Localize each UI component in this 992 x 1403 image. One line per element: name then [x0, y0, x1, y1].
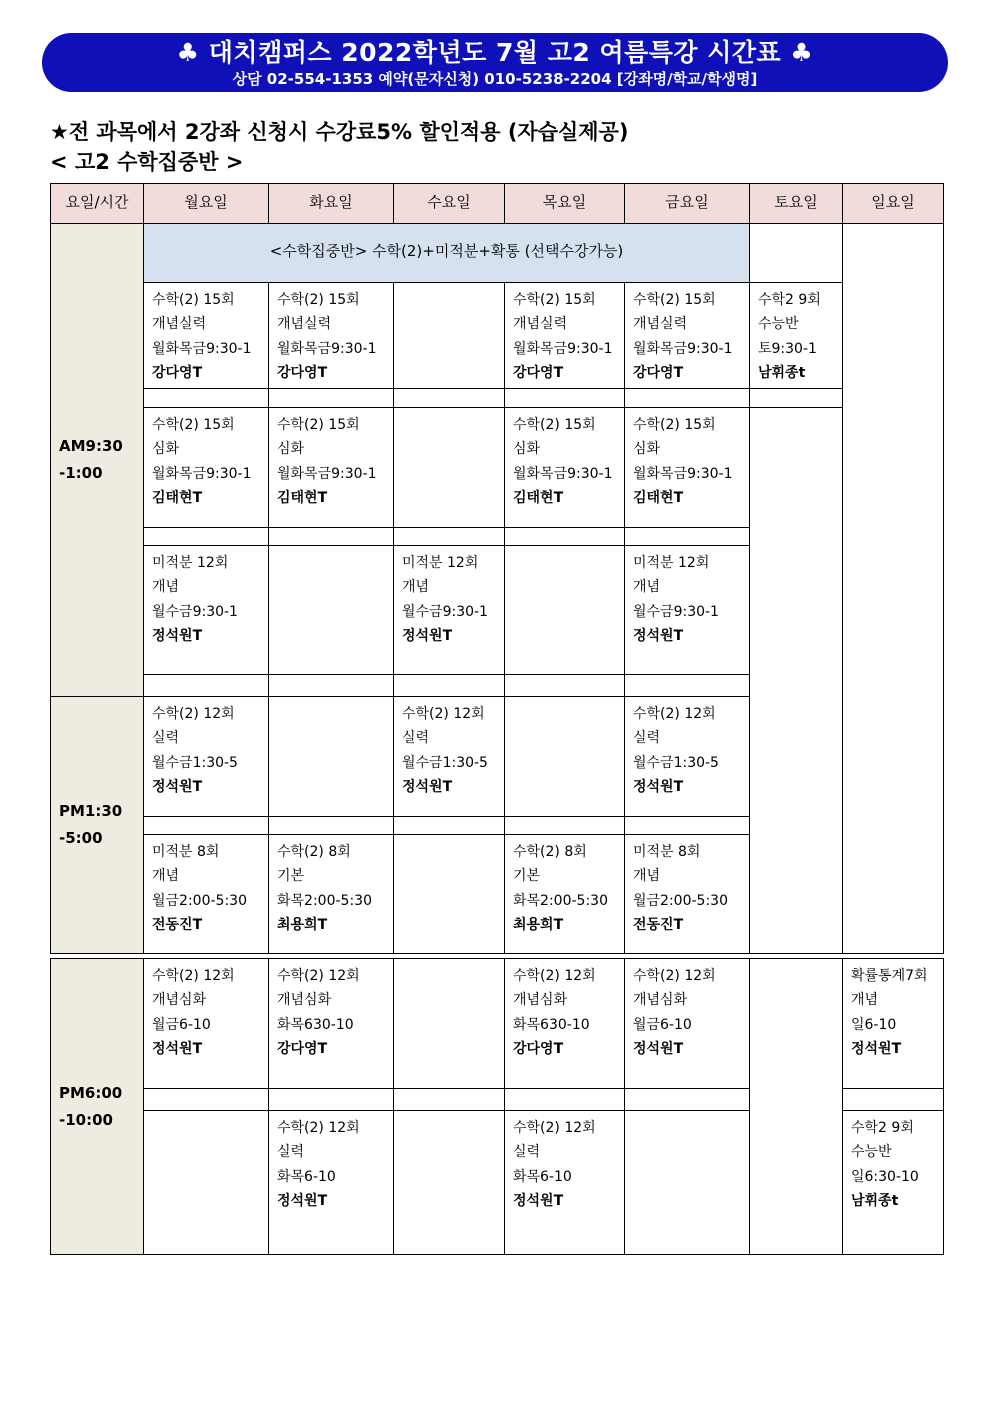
course-line: 개념: [633, 579, 661, 596]
spacer-cell: [393, 816, 505, 835]
course-line: 실력: [633, 730, 661, 747]
course-line: 월금6-10: [633, 1016, 692, 1033]
course-line: 미적분 12회: [152, 555, 229, 571]
course-line: 개념: [851, 992, 879, 1009]
teacher-name: 정석원T: [152, 1040, 203, 1057]
empty-cell: [268, 545, 394, 675]
class-cell: [143, 545, 269, 675]
course-line: 개념심화: [633, 992, 688, 1009]
spacer-cell: [393, 527, 505, 546]
contact-info: 상담 02-554-1353 예약(문자신청) 010-5238-2204 [강좌명/학교/학생명]: [232, 70, 758, 88]
time-slot: [50, 696, 144, 954]
empty-cell: [393, 958, 505, 1089]
teacher-name: 강다영T: [633, 364, 684, 381]
class-cell: [268, 958, 394, 1089]
class-cell: [624, 958, 750, 1089]
course-line: 기본: [513, 868, 541, 885]
course-line: 개념실력: [277, 316, 332, 333]
class-cell: [143, 696, 269, 817]
course-line: 심화: [513, 441, 541, 458]
empty-cell: [393, 834, 505, 954]
teacher-name: 전동진T: [152, 916, 203, 933]
class-cell: [504, 958, 625, 1089]
course-line: 수학2 9회: [758, 292, 821, 308]
course-line: 수학(2) 12회: [277, 968, 360, 984]
course-line: 화목6-10: [277, 1168, 336, 1185]
course-line: 월수금1:30-5: [152, 754, 238, 771]
spacer-cell: [393, 388, 505, 408]
empty-cell: [749, 223, 843, 283]
time-label: PM6:00: [59, 1083, 123, 1102]
class-cell: [624, 282, 750, 389]
spacer-cell: [143, 388, 269, 408]
course-line: 수학(2) 12회: [152, 968, 235, 984]
class-cell: [504, 282, 625, 389]
course-line: 실력: [152, 730, 180, 747]
teacher-name: 전동진T: [633, 916, 684, 933]
empty-cell: [749, 958, 843, 1255]
course-line: 수학(2) 12회: [152, 706, 235, 722]
spacer-cell: [504, 527, 625, 546]
course-line: 확률통계7회: [851, 968, 928, 984]
spacer-cell: [842, 1088, 944, 1111]
course-line: 화목630-10: [513, 1016, 590, 1033]
empty-cell: [749, 407, 843, 954]
course-line: 미적분 12회: [633, 555, 710, 571]
time-slot: [50, 223, 144, 697]
empty-cell: [393, 407, 505, 528]
course-line: 실력: [277, 1144, 305, 1161]
time-label: -1:00: [59, 464, 103, 482]
course-line: 개념실력: [513, 316, 568, 333]
spacer-cell: [393, 1088, 505, 1111]
teacher-name: 정석원T: [633, 627, 684, 644]
course-line: 수학(2) 8회: [277, 844, 351, 860]
teacher-name: 정석원T: [402, 778, 453, 795]
course-line: 월화목금9:30-1: [513, 465, 613, 482]
header-time: 요일/시간: [50, 183, 144, 224]
teacher-name: 강다영T: [277, 364, 328, 381]
section-title: < 고2 수학집중반 >: [50, 150, 244, 174]
class-cell: [842, 1110, 944, 1255]
empty-cell: [842, 223, 944, 954]
course-line: 수학(2) 15회: [513, 292, 596, 308]
course-line: 월화목금9:30-1: [152, 340, 252, 357]
course-line: 개념: [402, 579, 430, 596]
course-line: 수학(2) 12회: [402, 706, 485, 722]
spacer-cell: [624, 816, 750, 835]
course-line: 월금2:00-5:30: [633, 892, 728, 909]
course-line: 미적분 8회: [152, 844, 220, 860]
teacher-name: 최용희T: [277, 916, 328, 933]
spacer-cell: [268, 816, 394, 835]
course-line: 심화: [152, 441, 180, 458]
course-line: 화목2:00-5:30: [513, 892, 608, 909]
header-day: 월요일: [143, 183, 269, 224]
spacer-cell: [268, 1088, 394, 1111]
spacer-cell: [504, 1088, 625, 1111]
course-line: 수능반: [851, 1144, 892, 1161]
course-line: 수학(2) 15회: [277, 292, 360, 308]
class-cell: [143, 834, 269, 954]
class-cell: [143, 282, 269, 389]
course-line: 심화: [633, 441, 661, 458]
spacer-cell: [749, 388, 843, 408]
class-cell: [749, 282, 843, 389]
course-line: 수학(2) 15회: [152, 417, 235, 433]
class-cell: [268, 282, 394, 389]
class-cell: [393, 545, 505, 675]
course-line: 개념심화: [513, 992, 568, 1009]
course-line: 미적분 8회: [633, 844, 701, 860]
course-line: 월수금9:30-1: [633, 603, 719, 620]
empty-cell: [268, 696, 394, 817]
empty-cell: [504, 545, 625, 675]
header-day: 금요일: [624, 183, 750, 224]
course-line: 수학(2) 15회: [152, 292, 235, 308]
header-day: 화요일: [268, 183, 394, 224]
empty-cell: [143, 1110, 269, 1255]
course-line: 수학(2) 15회: [277, 417, 360, 433]
course-line: 월수금9:30-1: [402, 603, 488, 620]
spacer-cell: [143, 674, 269, 697]
teacher-name: 정석원T: [851, 1040, 902, 1057]
course-line: 일6-10: [851, 1016, 897, 1033]
course-line: 월수금1:30-5: [633, 754, 719, 771]
empty-cell: [393, 1110, 505, 1255]
teacher-name: 강다영T: [277, 1040, 328, 1057]
spacer-cell: [143, 816, 269, 835]
teacher-name: 강다영T: [513, 1040, 564, 1057]
class-cell: [268, 407, 394, 528]
teacher-name: 최용희T: [513, 916, 564, 933]
time-slot: [50, 958, 144, 1255]
course-line: 개념심화: [277, 992, 332, 1009]
course-line: 월금6-10: [152, 1016, 211, 1033]
course-line: 수학(2) 12회: [633, 968, 716, 984]
teacher-name: 강다영T: [152, 364, 203, 381]
spacer-cell: [624, 1088, 750, 1111]
course-line: 개념: [152, 868, 180, 885]
course-line: 월화목금9:30-1: [152, 465, 252, 482]
spacer-cell: [504, 674, 625, 697]
discount-notice: ★전 과목에서 2강좌 신청시 수강료5% 할인적용 (자습실제공): [50, 120, 629, 144]
course-line: 수학(2) 15회: [633, 292, 716, 308]
class-cell: [624, 834, 750, 954]
course-line: 수학(2) 12회: [513, 1120, 596, 1136]
class-cell: [842, 958, 944, 1089]
teacher-name: 정석원T: [152, 778, 203, 795]
class-cell: [624, 545, 750, 675]
time-label: PM1:30: [59, 802, 123, 820]
teacher-name: 남휘종t: [758, 364, 806, 381]
class-cell: [504, 834, 625, 954]
course-line: 수학(2) 15회: [633, 417, 716, 433]
course-banner: <수학집중반> 수학(2)+미적분+확통 (선택수강가능): [143, 223, 750, 283]
course-line: 수학(2) 15회: [513, 417, 596, 433]
class-cell: [624, 696, 750, 817]
class-cell: [143, 958, 269, 1089]
course-line: 개념실력: [152, 316, 207, 333]
spacer-cell: [393, 674, 505, 697]
course-line: 월화목금9:30-1: [277, 340, 377, 357]
spacer-cell: [268, 674, 394, 697]
class-cell: [504, 407, 625, 528]
spacer-cell: [504, 816, 625, 835]
teacher-name: 강다영T: [513, 364, 564, 381]
teacher-name: 정석원T: [152, 627, 203, 644]
empty-cell: [393, 282, 505, 389]
class-cell: [393, 696, 505, 817]
time-label: -5:00: [59, 829, 103, 847]
course-line: 실력: [513, 1144, 541, 1161]
header-day: 토요일: [749, 183, 843, 224]
course-line: 기본: [277, 868, 305, 885]
class-cell: [504, 1110, 625, 1255]
spacer-cell: [624, 527, 750, 546]
time-label: -10:00: [59, 1110, 113, 1129]
teacher-name: 정석원T: [277, 1192, 328, 1209]
course-line: 수능반: [758, 316, 799, 333]
course-line: 일6:30-10: [851, 1168, 919, 1185]
course-line: 수학(2) 8회: [513, 844, 587, 860]
course-line: 월화목금9:30-1: [633, 465, 733, 482]
course-line: 개념실력: [633, 316, 688, 333]
course-line: 개념심화: [152, 992, 207, 1009]
spacer-cell: [268, 527, 394, 546]
class-cell: [268, 1110, 394, 1255]
teacher-name: 김태현T: [152, 489, 203, 506]
spacer-cell: [143, 527, 269, 546]
class-cell: [143, 407, 269, 528]
course-line: 토9:30-1: [758, 340, 817, 357]
course-line: 미적분 12회: [402, 555, 479, 571]
header-day: 목요일: [504, 183, 625, 224]
spacer-cell: [624, 674, 750, 697]
empty-cell: [504, 696, 625, 817]
page-title: ♣ 대치캠퍼스 2022학년도 7월 고2 여름특강 시간표 ♣: [176, 38, 814, 67]
course-line: 월화목금9:30-1: [633, 340, 733, 357]
course-line: 수학(2) 12회: [277, 1120, 360, 1136]
course-line: 월수금9:30-1: [152, 603, 238, 620]
course-line: 월화목금9:30-1: [513, 340, 613, 357]
course-line: 개념: [633, 868, 661, 885]
course-line: 화목2:00-5:30: [277, 892, 372, 909]
course-line: 실력: [402, 730, 430, 747]
teacher-name: 남휘종t: [851, 1192, 899, 1209]
class-cell: [624, 407, 750, 528]
course-line: 월화목금9:30-1: [277, 465, 377, 482]
spacer-cell: [143, 1088, 269, 1111]
course-line: 월수금1:30-5: [402, 754, 488, 771]
empty-cell: [624, 1110, 750, 1255]
course-line: 개념: [152, 579, 180, 596]
header-day: 일요일: [842, 183, 944, 224]
spacer-cell: [268, 388, 394, 408]
teacher-name: 정석원T: [633, 778, 684, 795]
course-line: 화목6-10: [513, 1168, 572, 1185]
time-label: AM9:30: [59, 437, 123, 455]
class-cell: [268, 834, 394, 954]
spacer-cell: [624, 388, 750, 408]
header-day: 수요일: [393, 183, 505, 224]
teacher-name: 김태현T: [277, 489, 328, 506]
course-line: 화목630-10: [277, 1016, 354, 1033]
teacher-name: 김태현T: [513, 489, 564, 506]
teacher-name: 정석원T: [402, 627, 453, 644]
course-line: 월금2:00-5:30: [152, 892, 247, 909]
course-line: 수학2 9회: [851, 1120, 914, 1136]
course-line: 심화: [277, 441, 305, 458]
teacher-name: 정석원T: [513, 1192, 564, 1209]
course-line: 수학(2) 12회: [513, 968, 596, 984]
spacer-cell: [504, 388, 625, 408]
course-line: 수학(2) 12회: [633, 706, 716, 722]
teacher-name: 김태현T: [633, 489, 684, 506]
teacher-name: 정석원T: [633, 1040, 684, 1057]
